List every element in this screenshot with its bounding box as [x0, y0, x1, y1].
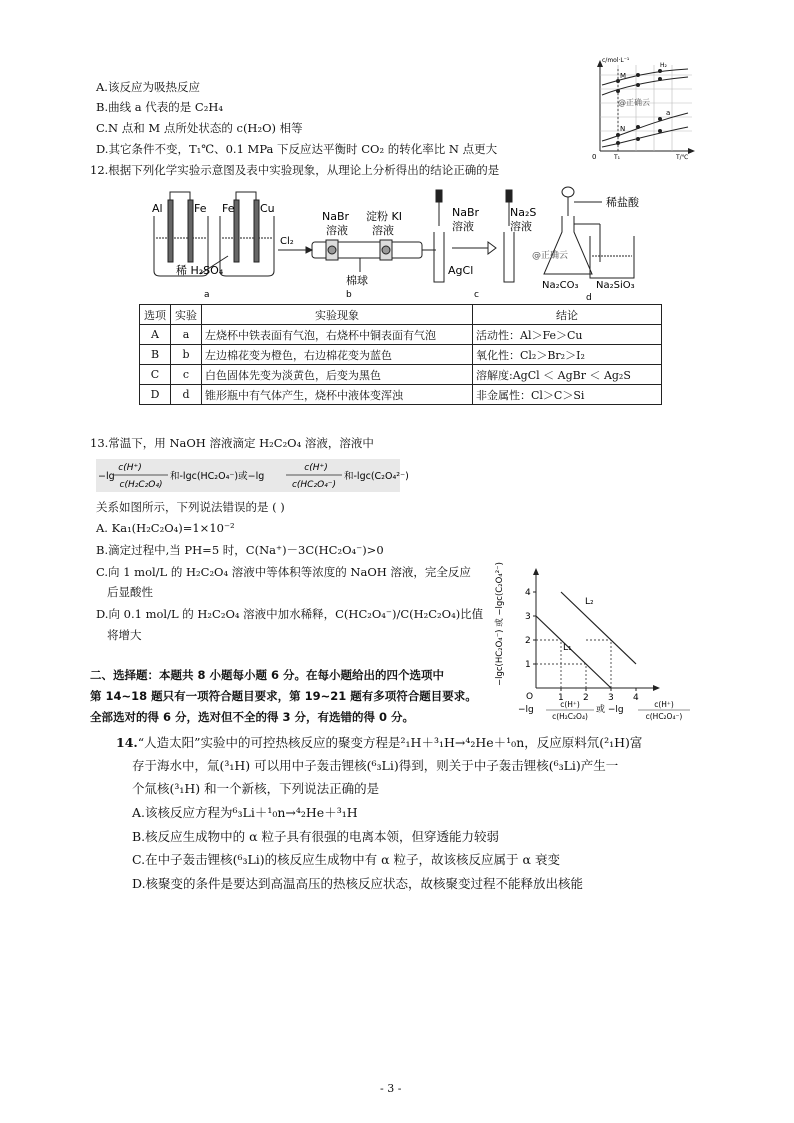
cell-option: B [140, 345, 171, 365]
q14-stem-line-3: 个氚核(³₁H) 和一个新核，下列说法正确的是 [132, 781, 380, 796]
q11-option-d: D.其它条件不变，T₁℃、0.1 MPa 下反应达平衡时 CO₂ 的转化率比 N 点更大 [96, 142, 498, 156]
label-nabr-solution-2b: 溶液 [452, 220, 474, 233]
label-fe: Fe [194, 202, 207, 215]
q13-x-tick-label: 4 [633, 693, 639, 703]
section2-line-1: 二、选择题：本题共 8 小题每小题 6 分。在每小题给出的四个选项中 [90, 668, 445, 682]
header-conclusion: 结论 [473, 305, 662, 325]
q11-a-label: a [666, 109, 671, 117]
label-diagram-b: b [346, 290, 352, 300]
q12-stem: 12.根据下列化学实验示意图及表中实验现象，从理论上分析得出的结论正确的是 [90, 163, 500, 177]
section2-line-2: 第 14~18 题只有一项符合题目要求，第 19~21 题有多项符合题目要求。 [90, 689, 477, 703]
q13-y-arrow [533, 568, 539, 575]
q13-y-tick-label: 1 [525, 660, 531, 670]
q11-xlabel: T/℃ [676, 154, 689, 161]
formula-denominator-1: c(H₂C₂O₄) [119, 480, 163, 490]
formula-tail: 和-lgc(C₂O₄²⁻) [344, 471, 409, 482]
q13-series-line-1 [536, 616, 611, 688]
q13-x-tick-label: 1 [558, 693, 564, 703]
q13-xlabel-den-2: c(HC₂O₄⁻) [645, 712, 683, 721]
label-diagram-d: d [586, 293, 592, 303]
q13-xlabel-den-1: c(H₂C₂O₄) [552, 712, 588, 721]
label-diagram-c: c [474, 290, 479, 300]
q12-apparatus-diagram [140, 186, 660, 304]
label-cl2: Cl₂ [280, 236, 294, 247]
q11-m-label: M [620, 72, 627, 80]
cell-experiment: b [171, 345, 202, 365]
q13-xlabel-num-2: c(H⁺) [654, 700, 674, 709]
label-watermark: @正确云 [532, 251, 569, 261]
q14-option-b: B.核反应生成物中的 α 粒子具有很强的电离本领，但穿透能力较弱 [132, 829, 500, 844]
q13-relation: 关系如图所示，下列说法错误的是 ( ) [96, 500, 285, 514]
q13-line-chart [488, 546, 704, 722]
q13-xlabel-neg-lg-1: −lg [518, 705, 534, 715]
label-dilute-hcl: 稀盐酸 [606, 196, 639, 209]
table-row [140, 365, 662, 385]
label-nabr-solution-1b: 溶液 [326, 224, 348, 237]
q13-option-d: D.向 0.1 mol/L 的 H₂C₂O₄ 溶液中加水稀释，C(HC₂O₄⁻)/C(H₂C₂O₄)比值 [96, 607, 484, 621]
q14-option-c: C.在中子轰击锂核(⁶₃Li)的核反应生成物中有 α 粒子，故该核反应属于 α 衰变 [132, 852, 560, 867]
q11-concentration-chart [588, 55, 698, 160]
page-number: - 3 - [380, 1082, 402, 1095]
q13-xlabel-or: 或 −lg [596, 705, 624, 715]
q13-series-line-2 [561, 592, 636, 664]
q11-t1-label: T₁ [614, 154, 621, 161]
cell-option: A [140, 325, 171, 345]
label-na2s-solution: 溶液 [510, 220, 532, 233]
q14-option-a: A.该核反应方程为⁶₃Li＋¹₀n→⁴₂He＋³₁H [132, 805, 358, 820]
label-na2co3: Na₂CO₃ [542, 280, 579, 291]
formula-numerator-2: c(H⁺) [304, 463, 328, 473]
q11-curve-h2o [602, 69, 688, 85]
label-al: Al [152, 202, 163, 215]
cell-experiment: c [171, 365, 202, 385]
q11-option-a: A.该反应为吸热反应 [96, 80, 200, 94]
formula-denominator-2: c(HC₂O₄⁻) [291, 480, 337, 490]
label-starch-ki: 淀粉 KI [366, 210, 402, 223]
q11-h2-label: H₂ [660, 62, 667, 69]
cell-conclusion: 溶解度:AgCl ＜ AgBr ＜ Ag₂S [473, 365, 662, 385]
label-starch-ki-b: 溶液 [372, 224, 394, 237]
cell-option: D [140, 385, 171, 405]
q14-option-d: D.核聚变的条件是要达到高温高压的热核反应状态，故核聚变过程不能释放出核能 [132, 876, 584, 891]
q11-x-arrow [688, 148, 695, 154]
q13-series-label-l1: L₁ [563, 643, 572, 653]
cell-phenomenon: 白色固体先变为淡黄色，后变为黑色 [202, 365, 473, 385]
q14-stem-line-2: 存于海水中，氚(³₁H) 可以用中子轰击锂核(⁶₃Li)得到，则关于中子轰击锂核(⁶₃Li)产生一 [132, 758, 619, 773]
cell-conclusion: 氧化性：Cl₂＞Br₂＞I₂ [473, 345, 662, 365]
label-fe2: Fe [222, 202, 235, 215]
q13-formula [96, 459, 409, 492]
q11-option-c: C.N 点和 M 点所处状态的 c(H₂O) 相等 [96, 121, 303, 135]
table-row [140, 345, 662, 365]
q13-x-tick-label: 2 [583, 693, 589, 703]
q13-origin: O [526, 692, 534, 702]
q14-number: 14. [116, 735, 138, 750]
label-agcl: AgCl [448, 264, 474, 277]
q14-stem-text-1: “人造太阳”实验中的可控热核反应的聚变方程是²₁H＋³₁H→⁴₂He＋¹₀n，反应原料氘(²₁H)富 [137, 735, 643, 750]
header-option: 选项 [140, 305, 171, 325]
cell-phenomenon: 左边棉花变为橙色，右边棉花变为蓝色 [202, 345, 473, 365]
label-nabr-solution-1: NaBr [322, 210, 350, 223]
formula-middle: 和-lgc(HC₂O₄⁻)或−lg [170, 471, 265, 482]
q11-origin: 0 [592, 153, 597, 161]
label-diagram-a: a [204, 290, 210, 300]
q13-option-d-cont: 将增大 [107, 628, 142, 642]
q13-stem: 13.常温下，用 NaOH 溶液滴定 H₂C₂O₄ 溶液，溶液中 [90, 436, 374, 450]
label-cu: Cu [260, 202, 275, 215]
cell-option: C [140, 365, 171, 385]
q11-option-b: B.曲线 a 代表的是 C₂H₄ [96, 100, 223, 114]
q11-watermark: @正确云 [618, 98, 650, 107]
q13-x-tick-label: 3 [608, 693, 614, 703]
label-nabr-solution-2: NaBr [452, 206, 480, 219]
q13-option-b: B.滴定过程中,当 PH=5 时，C(Na⁺)－3C(HC₂O₄⁻)>0 [96, 543, 384, 557]
cell-phenomenon: 左烧杯中铁表面有气泡，右烧杯中铜表面有气泡 [202, 325, 473, 345]
q13-y-tick-label: 4 [525, 588, 531, 598]
section2-line-3: 全部选对的得 6 分，选对但不全的得 3 分，有选错的得 0 分。 [90, 710, 415, 724]
q13-formula-box [96, 459, 409, 492]
q11-ylabel: c/mol·L⁻¹ [602, 57, 630, 64]
q13-ylabel: −lgc(HC₂O₄⁻) 或 −lgc(C₂O₄²⁻) [495, 562, 505, 686]
q13-y-tick-label: 3 [525, 612, 531, 622]
q13-option-c-cont: 后显酸性 [107, 585, 153, 599]
cell-phenomenon: 锥形瓶中有气体产生，烧杯中液体变浑浊 [202, 385, 473, 405]
q13-guide-lines [536, 640, 611, 688]
formula-numerator-1: c(H⁺) [118, 463, 142, 473]
header-experiment: 实验 [171, 305, 202, 325]
header-phenomenon: 实验现象 [202, 305, 473, 325]
label-na2s: Na₂S [510, 206, 537, 219]
q13-y-tick-label: 2 [525, 636, 531, 646]
label-dilute-acid: 稀 H₂SO₄ [176, 264, 224, 277]
cell-experiment: a [171, 325, 202, 345]
q11-n-label: N [620, 125, 626, 133]
q13-x-arrow [653, 685, 660, 691]
label-na2sio3: Na₂SiO₃ [596, 280, 635, 291]
table-row [140, 385, 662, 405]
q13-xlabel-num-1: c(H⁺) [560, 700, 580, 709]
diagram-b [278, 240, 436, 272]
q13-series-label-l2: L₂ [585, 597, 594, 607]
diagram-c [434, 190, 514, 282]
q13-ticks-group [525, 588, 639, 703]
cell-conclusion: 活动性：Al＞Fe＞Cu [473, 325, 662, 345]
q13-option-a: A. Ka₁(H₂C₂O₄)=1×10⁻² [96, 521, 235, 535]
cell-conclusion: 非金属性：Cl＞C＞Si [473, 385, 662, 405]
q11-curve-h2 [602, 77, 688, 95]
cell-experiment: d [171, 385, 202, 405]
formula-neg-lg: −lg [98, 471, 115, 482]
q14-stem-line-1 [116, 736, 642, 750]
q13-option-c: C.向 1 mol/L 的 H₂C₂O₄ 溶液中等体积等浓度的 NaOH 溶液，完全反应 [96, 565, 471, 579]
label-cotton-ball: 棉球 [346, 274, 368, 287]
table-header-row [140, 305, 662, 325]
table-row [140, 325, 662, 345]
q12-experiment-table [139, 304, 662, 405]
